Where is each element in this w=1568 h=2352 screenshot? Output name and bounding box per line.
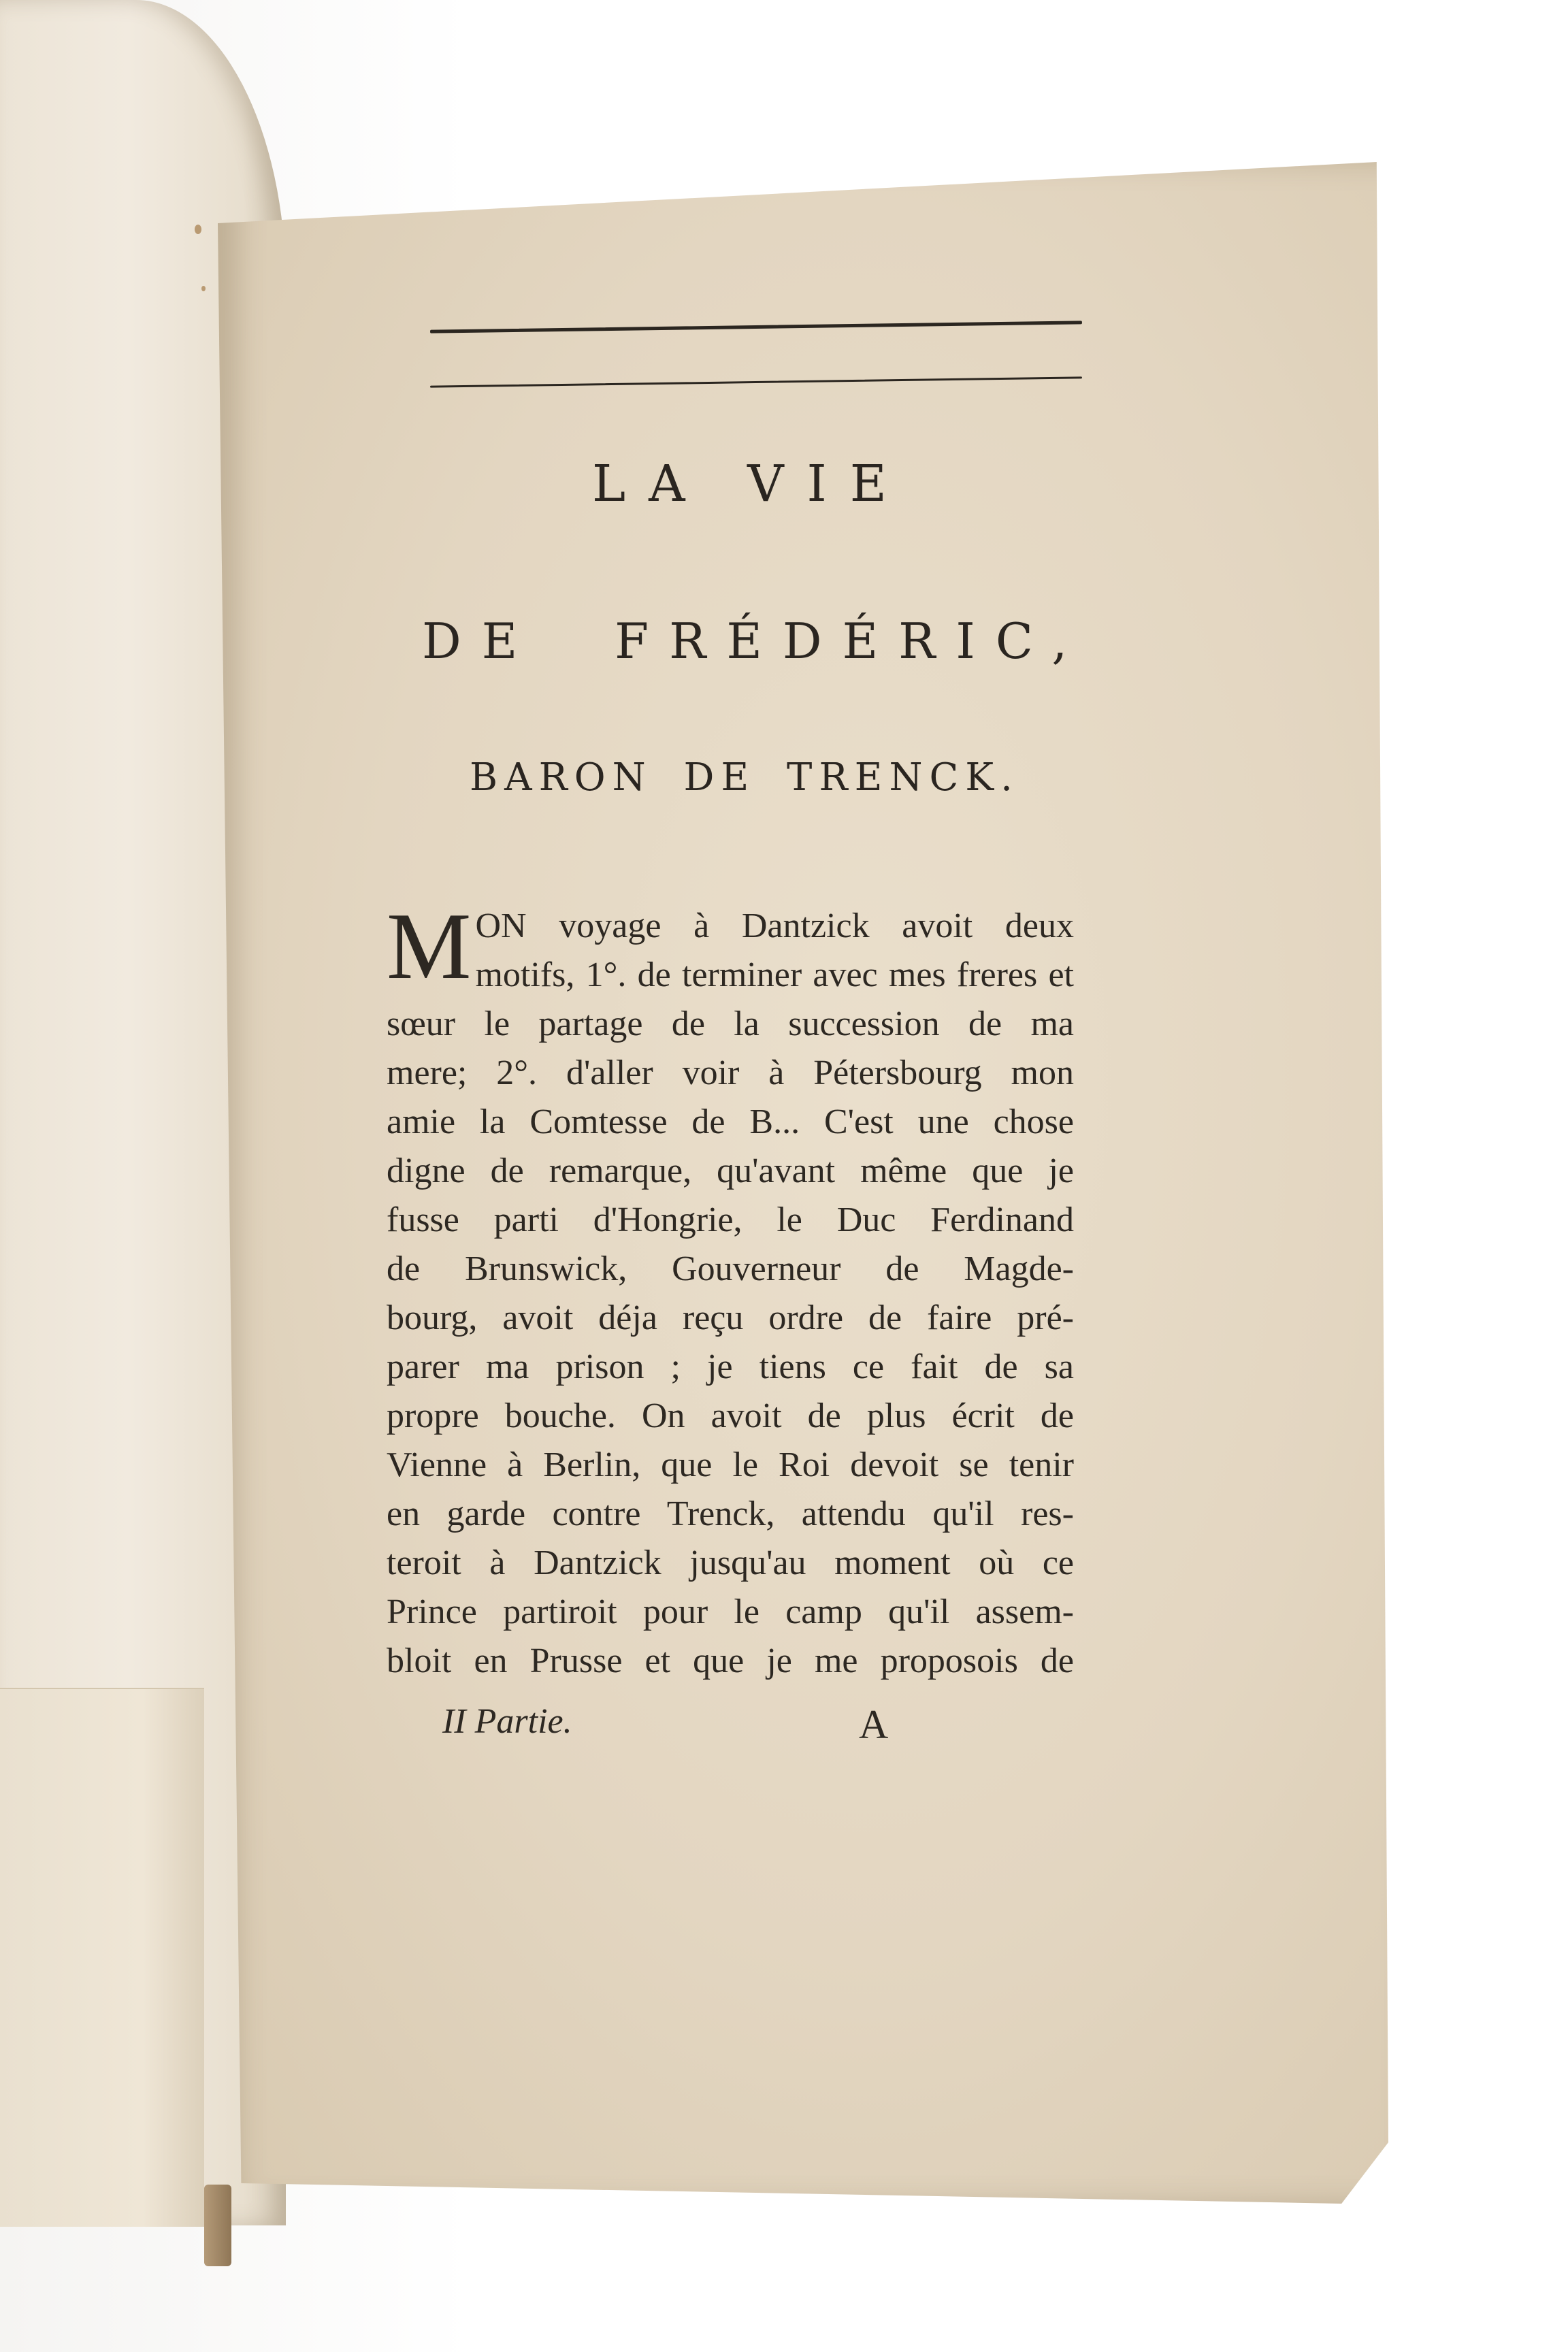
- drop-cap: M: [387, 894, 472, 999]
- body-line: propre bouche. On avoit de plus écrit de: [387, 1396, 1074, 1435]
- body-line: amie la Comtesse de B... C'est une chose: [387, 1102, 1074, 1141]
- title-baron-de-trenck: BARON DE TRENCK.: [470, 755, 1019, 800]
- body-line: ON voyage à Dantzick avoit deux: [475, 906, 1074, 945]
- body-line: sœur le partage de la succession de ma: [387, 1004, 1074, 1043]
- body-line: digne de remarque, qu'avant même que je: [387, 1152, 1074, 1190]
- part-label: II Partie.: [442, 1702, 572, 1741]
- foxing-spot: [195, 225, 201, 234]
- body-line: de Brunswick, Gouverneur de Magde-: [387, 1250, 1074, 1288]
- book-cover-edge: [204, 2185, 231, 2266]
- body-line: teroit à Dantzick jusqu'au moment où ce: [387, 1544, 1074, 1582]
- body-text: [387, 894, 1074, 1686]
- signature-mark: A: [859, 1702, 889, 1747]
- body-line: mere; 2°. d'aller voir à Pétersbourg mon: [387, 1054, 1074, 1092]
- title-la-vie: LA VIE: [592, 455, 910, 513]
- body-line: bourg, avoit déja reçu ordre de faire pré-: [387, 1298, 1074, 1337]
- title-de-frederic: DE FRÉDÉRIC,: [422, 612, 1088, 670]
- body-line: Vienne à Berlin, que le Roi devoit se tenir: [387, 1446, 1074, 1484]
- body-line: parer ma prison ; je tiens ce fait de sa: [387, 1348, 1074, 1386]
- left-page-lower-fold: [0, 1688, 204, 2227]
- body-line: motifs, 1°. de terminer avec mes freres et: [475, 956, 1074, 994]
- body-line: bloit en Prusse et que je me proposois de: [387, 1642, 1074, 1680]
- body-line: fusse parti d'Hongrie, le Duc Ferdinand: [387, 1200, 1074, 1239]
- foxing-spot: [201, 286, 206, 291]
- body-line: Prince partiroit pour le camp qu'il assem-: [387, 1592, 1074, 1631]
- body-line: en garde contre Trenck, attendu qu'il res-: [387, 1494, 1074, 1533]
